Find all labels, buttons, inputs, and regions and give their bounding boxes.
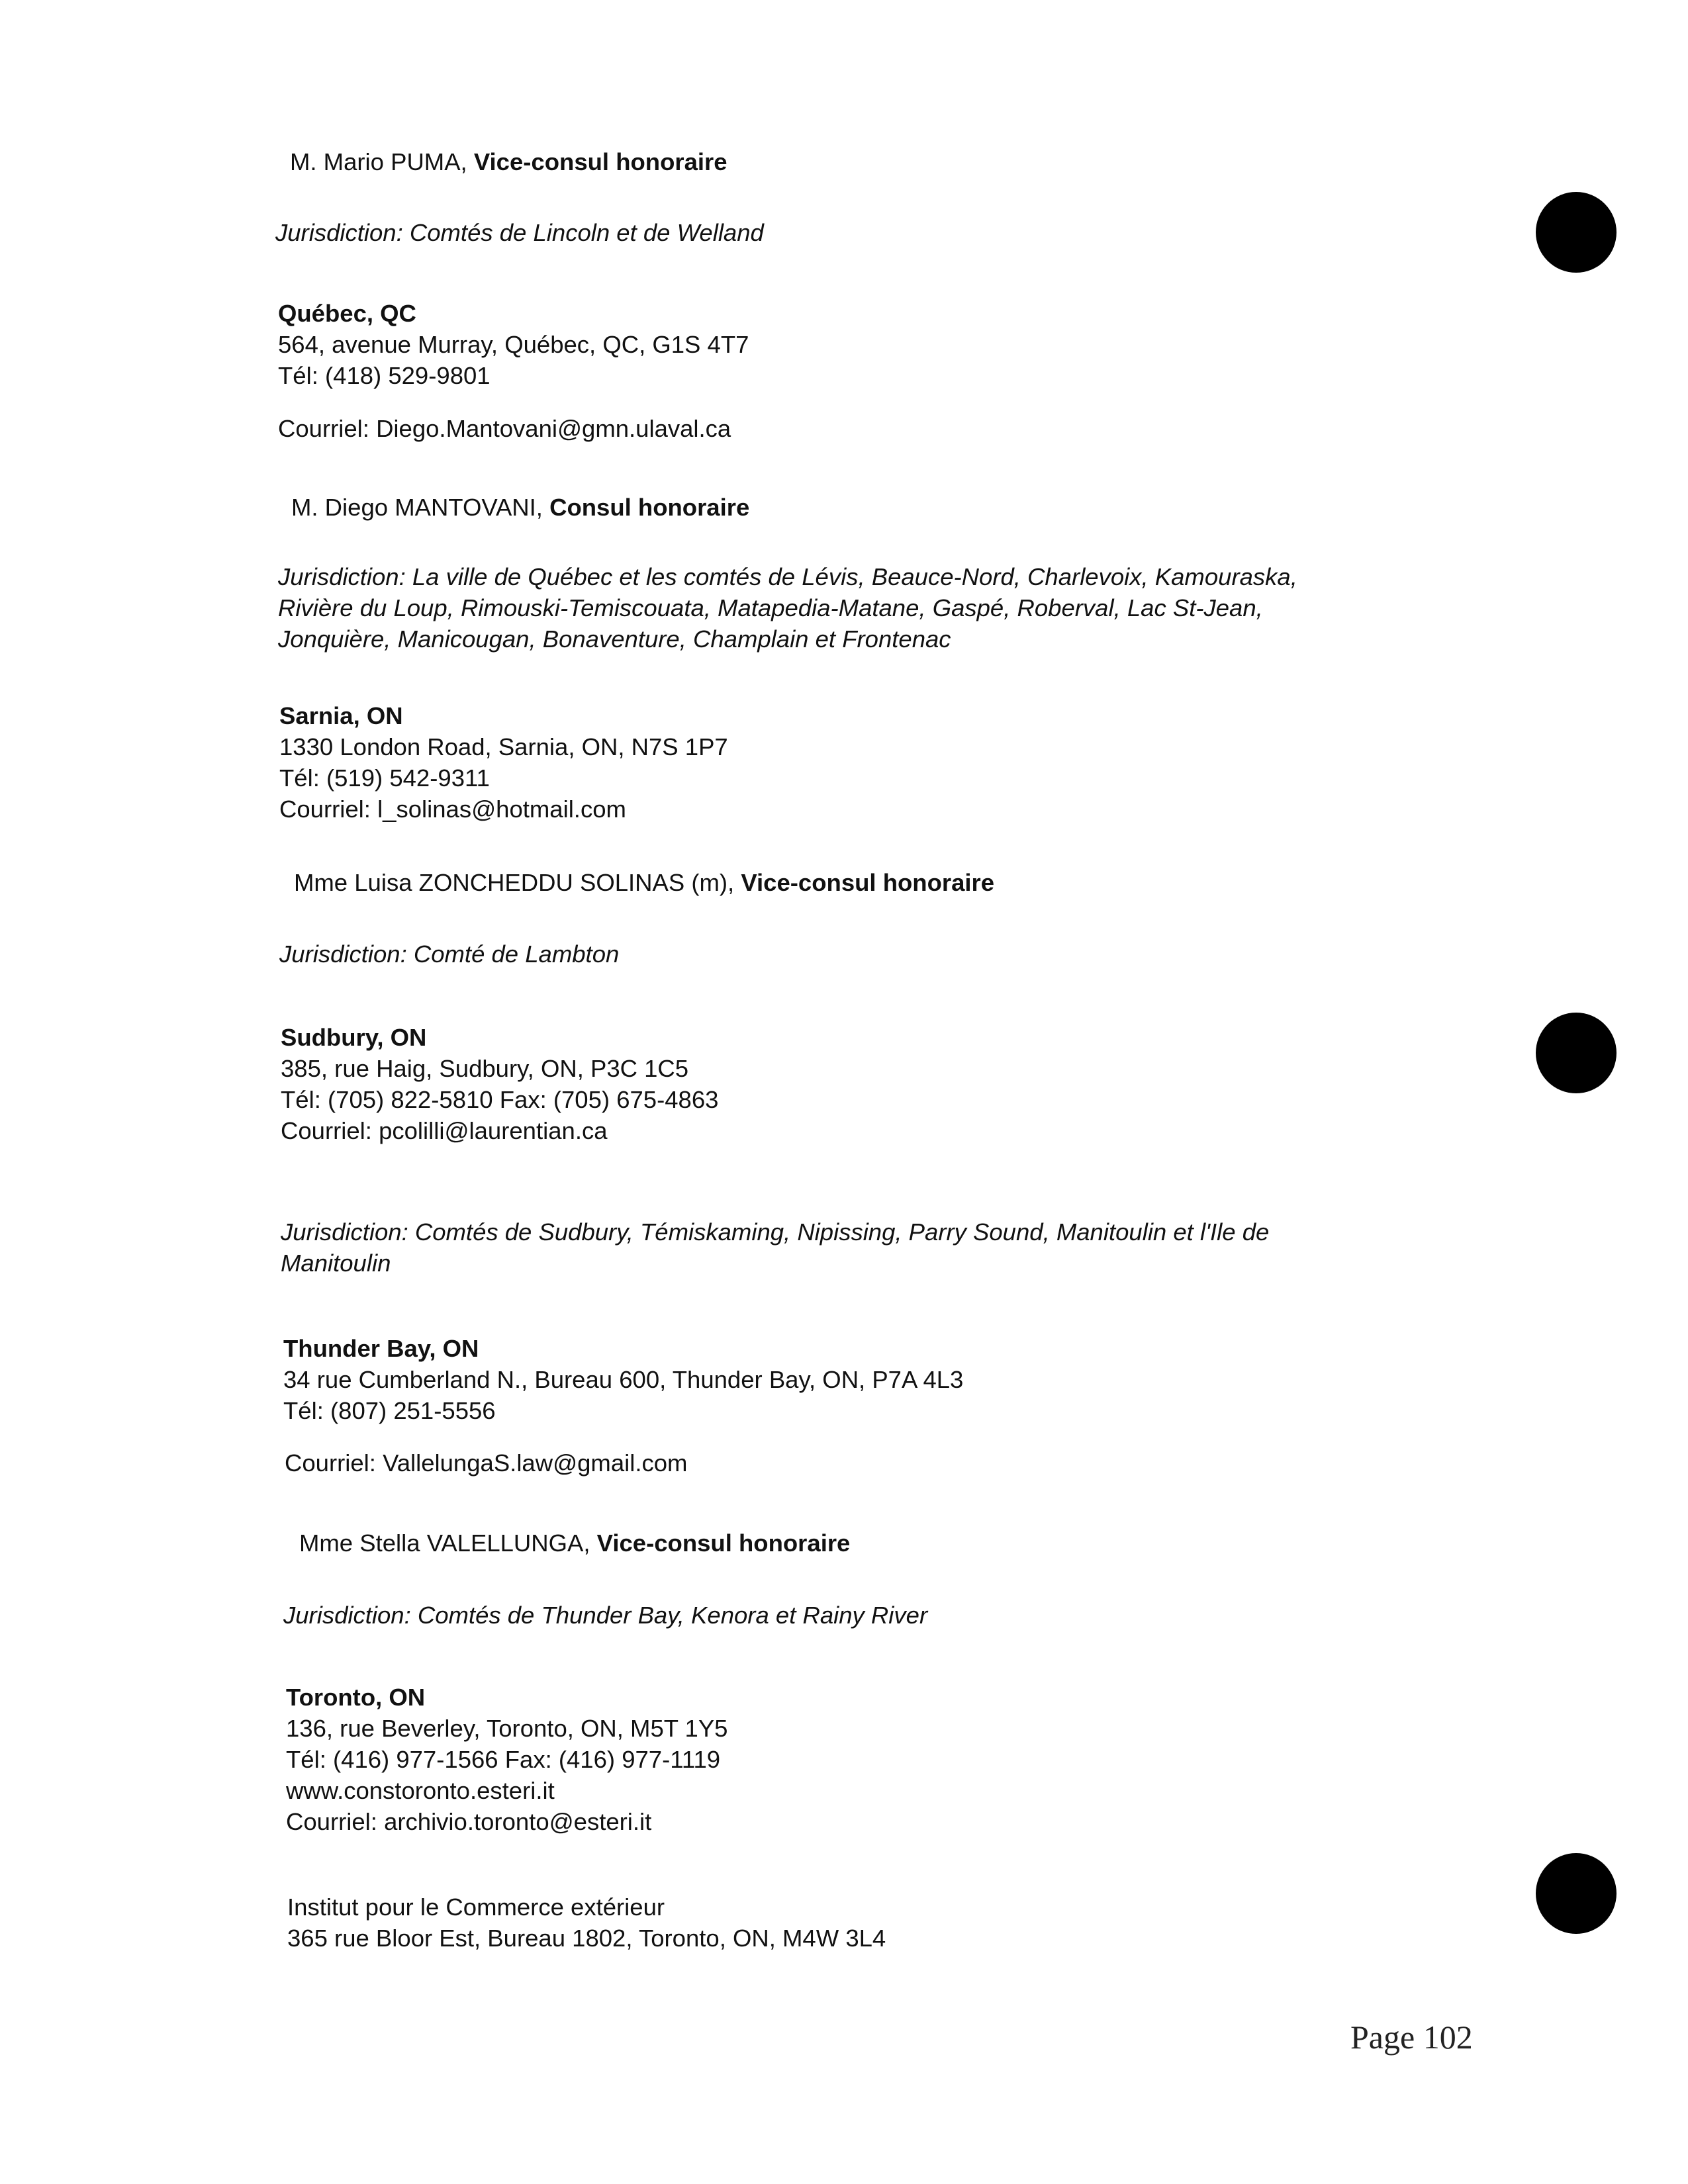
email-quebec (278, 413, 731, 444)
person-title: Vice-consul honoraire (473, 148, 727, 175)
person-line-thunder-bay (299, 1527, 850, 1559)
jurisdiction-text: Comté de Lambton (413, 940, 620, 968)
punch-hole-top (1536, 192, 1617, 273)
city-heading: Thunder Bay, ON (283, 1335, 479, 1362)
person-line-sarnia (294, 867, 994, 898)
jurisdiction-text: Comtés de Sudbury, Témiskaming, Nipissing, Parry Sound, Manitoulin et l'Ile de (414, 1218, 1270, 1246)
person-line-puma (290, 146, 727, 177)
jurisdiction-text: Jonquière, Manicougan, Bonaventure, Champlain et Frontenac (278, 625, 951, 653)
person-name: M. Mario PUMA, (290, 148, 474, 175)
jurisdiction-label: Jurisdiction: (275, 219, 410, 246)
jurisdiction-puma (275, 217, 764, 248)
jurisdiction-label: Jurisdiction: (283, 1602, 418, 1629)
phone: Tél: (418) 529-9801 (278, 362, 491, 389)
jurisdiction-thunder-bay (283, 1600, 927, 1631)
website: www.constoronto.esteri.it (286, 1777, 555, 1804)
email: Courriel: Diego.Mantovani@gmn.ulaval.ca (278, 415, 731, 442)
jurisdiction-sarnia (279, 938, 619, 970)
jurisdiction-text: Comtés de Thunder Bay, Kenora et Rainy River (417, 1602, 928, 1629)
email: Courriel: archivio.toronto@esteri.it (286, 1808, 652, 1835)
phone: Tél: (705) 822-5810 Fax: (705) 675-4863 (281, 1086, 719, 1113)
entry-sarnia (279, 700, 728, 825)
entry-quebec (278, 298, 749, 391)
address: 136, rue Beverley, Toronto, ON, M5T 1Y5 (286, 1715, 728, 1742)
person-name: Mme Luisa ZONCHEDDU SOLINAS (m), (294, 869, 741, 896)
person-name: M. Diego MANTOVANI, (291, 494, 550, 521)
address: 564, avenue Murray, Québec, QC, G1S 4T7 (278, 331, 749, 358)
jurisdiction-text: La ville de Québec et les comtés de Lévis, Beauce-Nord, Charlevoix, Kamouraska, (412, 563, 1297, 590)
city-heading: Sarnia, ON (279, 702, 403, 729)
address: 1330 London Road, Sarnia, ON, N7S 1P7 (279, 733, 728, 760)
email: Courriel: pcolilli@laurentian.ca (281, 1117, 608, 1144)
jurisdiction-label: Jurisdiction: (281, 1218, 415, 1246)
punch-hole-bottom (1536, 1853, 1617, 1934)
page-number: Page 102 (1350, 2019, 1473, 2056)
person-title: Consul honoraire (549, 494, 750, 521)
jurisdiction-text: Comtés de Lincoln et de Welland (409, 219, 764, 246)
address: 385, rue Haig, Sudbury, ON, P3C 1C5 (281, 1055, 689, 1082)
punch-hole-middle (1536, 1013, 1617, 1093)
jurisdiction-label: Jurisdiction: (279, 940, 414, 968)
person-title: Vice-consul honoraire (596, 1529, 851, 1557)
email: Courriel: l_solinas@hotmail.com (279, 796, 626, 823)
entry-toronto-institute (287, 1891, 886, 1954)
entry-sudbury (281, 1022, 718, 1146)
email: Courriel: VallelungaS.law@gmail.com (285, 1449, 688, 1477)
jurisdiction-quebec (278, 561, 1297, 655)
jurisdiction-text: Rivière du Loup, Rimouski-Temiscouata, Matapedia-Matane, Gaspé, Roberval, Lac St-Jean, (278, 594, 1263, 621)
entry-thunder-bay (283, 1333, 963, 1426)
jurisdiction-sudbury (281, 1216, 1269, 1279)
person-line-quebec (291, 492, 749, 523)
phone: Tél: (807) 251-5556 (283, 1397, 496, 1424)
jurisdiction-label: Jurisdiction: (278, 563, 412, 590)
email-thunder-bay (285, 1447, 687, 1479)
phone: Tél: (416) 977-1566 Fax: (416) 977-1119 (286, 1746, 721, 1773)
city-heading: Québec, QC (278, 300, 416, 327)
person-title: Vice-consul honoraire (741, 869, 995, 896)
city-heading: Sudbury, ON (281, 1024, 427, 1051)
institute-address: 365 rue Bloor Est, Bureau 1802, Toronto, ON, M4W 3L4 (287, 1925, 886, 1952)
city-heading: Toronto, ON (286, 1684, 426, 1711)
person-name: Mme Stella VALELLUNGA, (299, 1529, 597, 1557)
institute-name: Institut pour le Commerce extérieur (287, 1893, 665, 1921)
address: 34 rue Cumberland N., Bureau 600, Thunder Bay, ON, P7A 4L3 (283, 1366, 964, 1393)
phone: Tél: (519) 542-9311 (279, 764, 490, 792)
jurisdiction-text: Manitoulin (281, 1250, 391, 1277)
entry-toronto (286, 1682, 727, 1837)
